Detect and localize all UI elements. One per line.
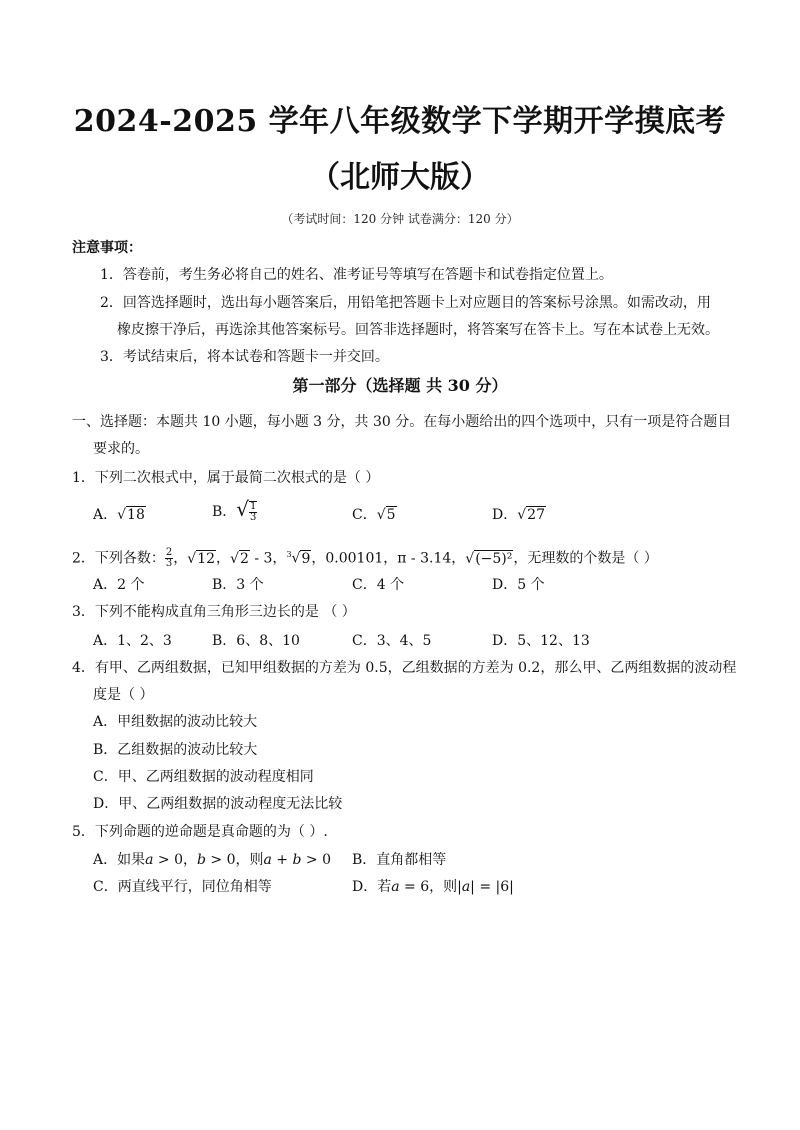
radical: √18: [117, 507, 145, 523]
q5-option-c: C．两直线平行，同位角相等: [93, 879, 272, 895]
exam-subtitle: （北师大版）: [310, 160, 490, 195]
q3-option-c: C．3、4、5: [352, 633, 432, 649]
q2-option-a: A．2 个: [93, 577, 145, 593]
q1-option-c: [352, 504, 397, 526]
radical: √2: [230, 550, 249, 567]
notice-item: 2．回答选择题时，选出每小题答案后，用铅笔把答题卡上对应题目的答案标号涂黑。如需改动，用: [100, 295, 711, 311]
radical: √5: [376, 507, 396, 523]
q5-option-d: D．若𝑎 = 6，则|𝑎| = |6|: [352, 879, 514, 895]
section-heading: 第一部分（选择题 共 30 分）: [292, 376, 508, 395]
q4-option-a: A．甲组数据的波动比较大: [93, 714, 258, 730]
option-label: D．: [492, 507, 518, 523]
exam-meta: （考试时间：120 分钟 试卷满分：120 分）: [281, 212, 519, 226]
cube-root: $^3$√9: [286, 550, 311, 567]
q3-option-a: A．1、2、3: [93, 633, 172, 649]
q1-option-a: [93, 504, 146, 526]
radical: √(−5)²: [465, 550, 513, 567]
q2-text: ，0.00101，π - 3.14，: [311, 550, 466, 567]
radicand: 27: [527, 507, 545, 523]
radical: √ $\frac{1}{3}$: [236, 497, 257, 523]
q1-option-b: [212, 498, 257, 523]
q2-text: ，无理数的个数是（ ）: [513, 550, 658, 567]
question-5-stem: 5．下列命题的逆命题是真命题的为（ ）.: [72, 824, 328, 840]
question-4-stem: 度是（ ）: [93, 687, 154, 703]
q2-prefix: 2．下列各数：: [72, 550, 165, 567]
q4-option-b: B．乙组数据的波动比较大: [93, 742, 258, 758]
q5-option-b: B．直角都相等: [352, 852, 447, 868]
radicand: 18: [127, 507, 145, 523]
option-label: A．: [93, 507, 118, 523]
instruction-line: 要求的。: [93, 441, 149, 457]
q3-option-d: D．5、12、13: [492, 633, 590, 649]
radical: √12: [187, 550, 216, 567]
question-3-stem: 3．下列不能构成直角三角形三边长的是 （ ）: [72, 604, 356, 620]
notice-item: 1．答卷前，考生务必将自己的姓名、准考证号等填写在答题卡和试卷指定位置上。: [100, 267, 613, 283]
q3-option-b: B．6、8、10: [212, 633, 300, 649]
q4-option-c: C．甲、乙两组数据的波动程度相同: [93, 769, 314, 785]
notice-heading: 注意事项：: [72, 240, 142, 256]
q2-option-c: C．4 个: [352, 577, 405, 593]
q1-option-d: [492, 504, 546, 526]
notice-item: 橡皮擦干净后，再选涂其他答案标号。回答非选择题时，将答案写在答卡上。写在本试卷上无效。: [117, 322, 719, 338]
fraction: $\frac{1}{3}$: [250, 501, 257, 523]
exam-title: 2024-2025 学年八年级数学下学期开学摸底考: [73, 104, 727, 139]
q5-option-a: A．如果𝑎 > 0，𝑏 > 0，则𝑎 + 𝑏 > 0: [93, 852, 331, 868]
instruction-line: 一、选择题：本题共 10 小题，每小题 3 分，共 30 分。在每小题给出的四个选项中，只有一项是符合题目: [72, 414, 732, 430]
q2-option-d: D．5 个: [492, 577, 545, 593]
question-1-stem: 1．下列二次根式中，属于最简二次根式的是（ ）: [72, 470, 380, 486]
question-4-stem: 4．有甲、乙两组数据，已知甲组数据的方差为 0.5，乙组数据的方差为 0.2，那么甲、乙两组数据的波动程: [72, 660, 737, 676]
q2-option-b: B．3 个: [212, 577, 264, 593]
fraction: $\frac{2}{3}$: [165, 547, 173, 570]
option-label: C．: [352, 507, 377, 523]
q4-option-d: D．甲、乙两组数据的波动程度无法比较: [93, 796, 343, 812]
question-2-stem: 2．下列各数： $\frac{2}{3}$ ，√12，√2 - 3，$^3$√9，0.00101，π - 3.14，√(−5)²，无理数的个数是（ ）: [72, 543, 658, 571]
q2-text: - 3，: [249, 550, 287, 567]
notice-item: 3．考试结束后，将本试卷和答题卡一并交回。: [100, 349, 389, 365]
radicand: 5: [386, 507, 396, 523]
option-label: B．: [212, 504, 237, 520]
radical: √27: [517, 507, 545, 523]
